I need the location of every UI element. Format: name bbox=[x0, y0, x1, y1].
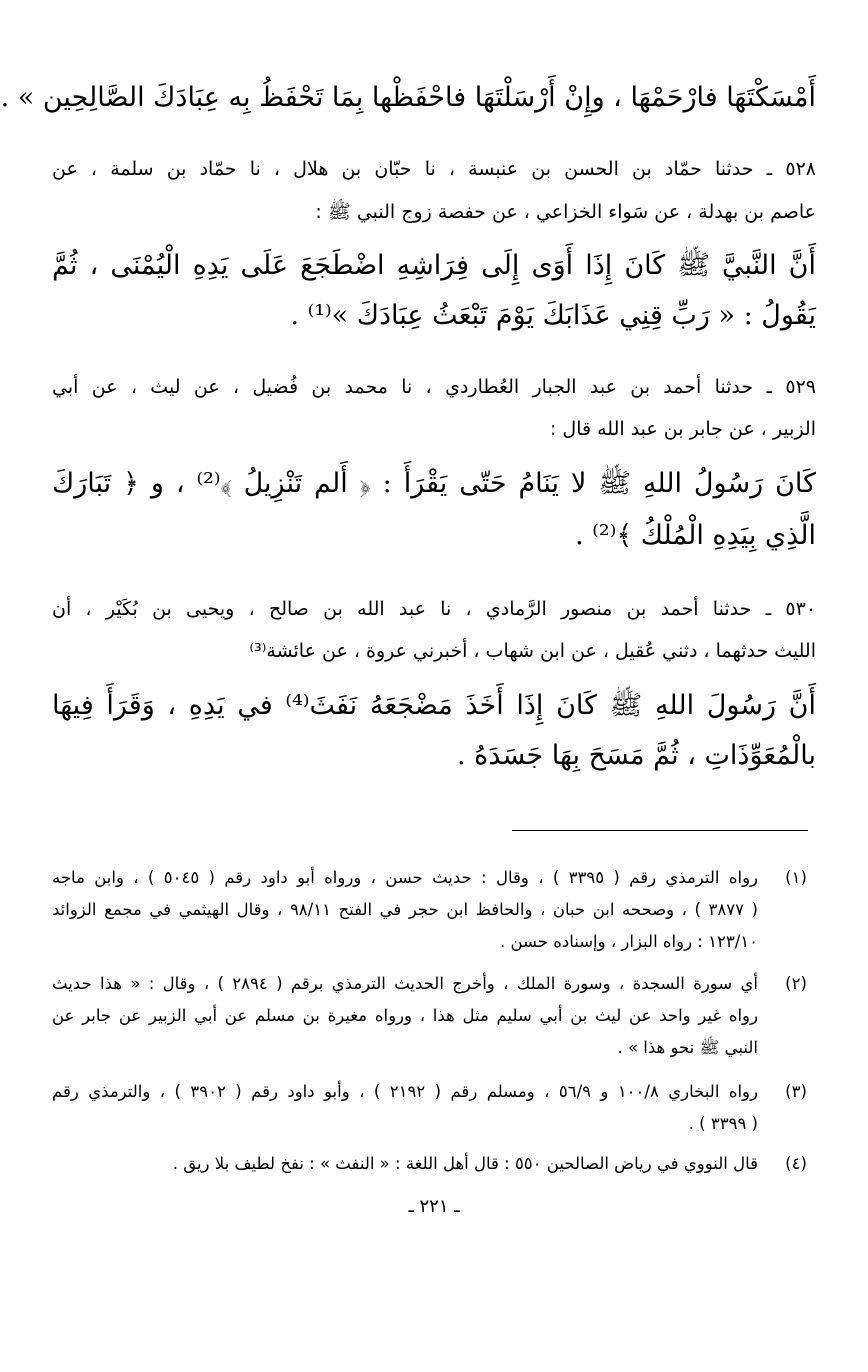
hadith-529-matn-line-1: كَانَ رَسُولُ اللهِ ﷺ لا يَنَامُ حَتّى يَقْرَأَ : ﴿ أَلم تَنْزِيلُ ﴾⁽²⁾ ، و ﴿ تَبَارَكَ bbox=[52, 468, 816, 499]
hadith-528-matn-line-1: أَنَّ النَّبيَّ ﷺ كَانَ إِذَا أَوَى إِلَى فِرَاشِهِ اضْطَجَعَ عَلَى يَدِهِ الْيُمْنَى ، ثُمَّ bbox=[52, 250, 816, 281]
hadith-530-isnad-line-1: ٥٣٠ ـ حدثنا أحمد بن منصور الرَّمادي ، نا عبد الله بن صالح ، ويحيى بن بُكَيْر ، أن bbox=[52, 598, 816, 620]
footnote-3 bbox=[52, 1082, 816, 1146]
footnote-number: (١) bbox=[785, 868, 807, 887]
hadith-530-matn-line-1: أَنَّ رَسُولَ اللهِ ﷺ كَانَ إِذَا أَخَذَ مَضْجَعَهُ نَفَثَ⁽⁴⁾ في يَدِهِ ، وَقَرَأَ فِيهَا bbox=[52, 690, 816, 721]
footnote-divider bbox=[512, 830, 808, 831]
hadith-528-isnad-line-2: عاصم بن بهدلة ، عن سَواء الخزاعي ، عن حفصة زوج النبي ﷺ : bbox=[315, 201, 816, 223]
footnote-line: رواه الترمذي رقم ( ٣٣٩٥ ) ، وقال : حديث حسن ، ورواه أبو داود رقم ( ٥٠٤٥ ) ، وابن ماجه bbox=[52, 868, 759, 887]
page-number: ـ ٢٢١ ـ bbox=[408, 1196, 460, 1217]
footnote-line: ( ٣٨٧٧ ) ، وصححه ابن حبان ، والحافظ ابن حجر في الفتح ٩٨/١١ ، وقال الهيثمي في مجمع الزوائد bbox=[52, 900, 758, 919]
text-line-continuation: أَمْسَكْتَهَا فارْحَمْهَا ، وإِنْ أَرْسَلْتَهَا فاحْفَظْها بِمَا تَحْفَظُ بِه عِبَادَكَ الصَّالِحِين » . bbox=[0, 82, 816, 113]
footnote-number: (٤) bbox=[785, 1154, 807, 1173]
footnote-number: (٢) bbox=[785, 974, 807, 993]
footnote-line: رواه البخاري ١٠٠/٨ و ٥٦/٩ ، ومسلم رقم ( ٢١٩٢ ) ، وأبو داود رقم ( ٣٩٠٢ ) ، والترمذي رقم bbox=[52, 1082, 758, 1101]
footnote-1 bbox=[52, 868, 816, 964]
hadith-529-isnad-line-2: الزبير ، عن جابر بن عبد الله قال : bbox=[549, 418, 816, 440]
footnote-line: قال النووي في رياض الصالحين ٥٥٠ : قال أهل اللغة : « النفث » : نفخ لطيف بلا ريق . bbox=[172, 1154, 758, 1173]
hadith-530-isnad-line-2: الليث حدثهما ، دثني عُقيل ، عن ابن شهاب ، أخبرني عروة ، عن عائشة⁽³⁾ bbox=[249, 640, 816, 662]
footnote-line: النبي ﷺ نحو هذا » . bbox=[617, 1038, 758, 1057]
hadith-529-isnad-line-1: ٥٢٩ ـ حدثنا أحمد بن عبد الجبار العُطاردي ، نا محمد بن فُضيل ، عن ليث ، عن أبي bbox=[52, 376, 816, 398]
footnote-2 bbox=[52, 974, 816, 1070]
footnote-4 bbox=[52, 1154, 816, 1186]
hadith-528-matn-line-2: يَقُولُ : « رَبِّ قِنِي عَذَابَكَ يَوْمَ تَبْعَثُ عِبَادَكَ »⁽¹⁾ . bbox=[290, 300, 816, 331]
footnote-number: (٣) bbox=[785, 1082, 807, 1101]
hadith-528-isnad-line-1: ٥٢٨ ـ حدثنا حمّاد بن الحسن بن عنبسة ، نا حبّان بن هلال ، نا حمّاد بن سلمة ، عن bbox=[52, 158, 816, 180]
footnote-line: ( ٣٣٩٩ ) . bbox=[688, 1114, 758, 1133]
hadith-530-matn-line-2: بالْمُعَوِّذَاتِ ، ثُمَّ مَسَحَ بِهَا جَسَدَهُ . bbox=[456, 740, 816, 771]
footnote-line: أي سورة السجدة ، وسورة الملك ، وأخرج الحديث الترمذي برقم ( ٢٨٩٤ ) ، وقال : « هذا حديث bbox=[52, 974, 759, 993]
footnote-line: ١٢٣/١٠ : رواه البزار ، وإسناده حسن . bbox=[500, 932, 758, 951]
footnote-line: رواه غير واحد عن ليث بن أبي سليم مثل هذا ، ورواه مغيرة بن مسلم عن أبي الزبير عن جابر عن bbox=[52, 1006, 758, 1025]
hadith-529-matn-line-2: الَّذِي بِيَدِهِ الْمُلْكُ ﴾⁽²⁾ . bbox=[575, 520, 816, 551]
